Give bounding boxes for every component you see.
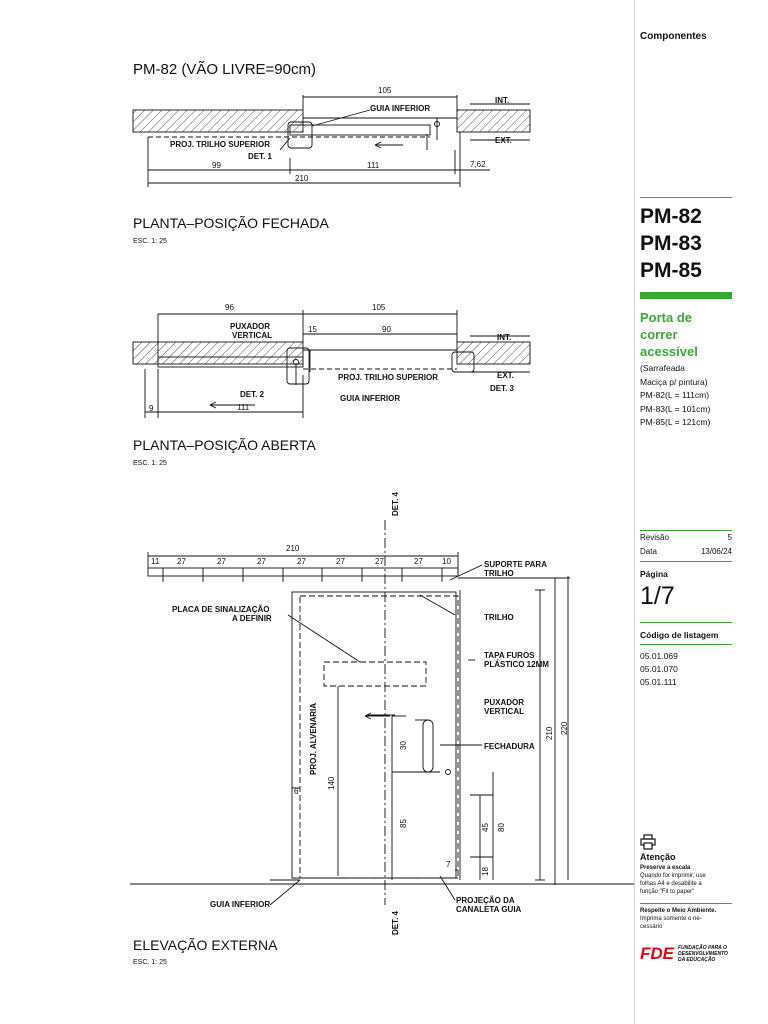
elevation — [130, 520, 634, 905]
elevation-projecao-1: PROJEÇÃO DA — [456, 896, 515, 905]
elevation-dim-top-2: 27 — [217, 557, 226, 566]
elevation-dim-18: 18 — [481, 867, 490, 876]
elevation-dim-top-8: 10 — [442, 557, 451, 566]
plan-open-det3: DET. 3 — [490, 384, 515, 393]
product-codes — [640, 203, 702, 284]
green-rule — [640, 530, 732, 531]
revision-row — [640, 533, 732, 542]
listing-code-label: Código de listagem — [640, 630, 719, 640]
listing-code: 05.01.069 — [640, 651, 678, 661]
green-rule — [640, 622, 732, 623]
elevation-dim-80: 80 — [497, 823, 506, 832]
listing-code: 05.01.111 — [640, 677, 677, 687]
plan-open-title: PLANTA–POSIÇÃO ABERTA — [133, 437, 316, 453]
plan-open-dim-111: 111 — [237, 403, 250, 412]
product-code: PM-83 — [640, 232, 702, 255]
plan-closed-det: DET. 1 — [248, 152, 273, 161]
fde-logo — [640, 942, 732, 964]
elevation-dim-45: 45 — [481, 823, 490, 832]
date-value: 13/06/24 — [700, 547, 732, 556]
plan-open-dim-90: 90 — [382, 325, 391, 334]
detail-line: PM-85(L = 121cm) — [640, 417, 711, 427]
green-bar — [640, 292, 732, 299]
attention-title: Atenção — [640, 852, 676, 862]
environment-note — [640, 907, 735, 931]
elevation-dim-140: 140 — [327, 776, 336, 790]
plan-open-dim-15: 15 — [308, 325, 317, 334]
sidebar-divider — [634, 0, 635, 1024]
plan-closed-int: INT. — [495, 96, 510, 105]
green-rule — [640, 903, 732, 904]
detail-line: PM-83(L = 101cm) — [640, 403, 711, 414]
elevation-proj-alv: PROJ. ALVENARIA — [309, 702, 318, 775]
preserve-line: função "Fit to paper" — [640, 889, 695, 895]
product-code: PM-85 — [640, 259, 702, 282]
elevation-dim-top-4: 27 — [297, 557, 306, 566]
elevation-puxador-2: VERTICAL — [484, 707, 524, 716]
elevation-puxador-1: PUXADOR — [484, 698, 525, 707]
plan-closed-guia: GUIA INFERIOR — [370, 104, 431, 113]
elevation-suporte-1: SUPORTE PARA — [484, 560, 547, 569]
plan-closed-dim-762: 7,62 — [470, 160, 486, 169]
detail-line: PM-82(L = 111cm) — [640, 390, 710, 400]
elevation-det4-bottom: DET. 4 — [391, 910, 400, 935]
revision-label: Revisão — [640, 533, 669, 542]
preserve-title: Preserve a escala — [640, 865, 691, 871]
plan-open-scale: ESC. 1: 25 — [133, 460, 167, 467]
plan-closed-dim-105: 105 — [378, 86, 392, 95]
elevation-dim-220: 220 — [560, 721, 569, 735]
sidebar — [640, 0, 732, 1024]
plan-closed-dim-99: 99 — [212, 161, 221, 170]
logo-text-line: FUNDAÇÃO PARA O — [678, 945, 727, 951]
plan-closed-title: PLANTA–POSIÇÃO FECHADA — [133, 215, 329, 231]
plan-open — [133, 310, 530, 418]
printer-icon — [640, 834, 656, 850]
environment-line: Imprima somente o ne- — [640, 916, 702, 922]
date-label: Data — [640, 547, 657, 556]
plan-closed-dim-111: 111 — [367, 161, 380, 170]
product-code: PM-82 — [640, 205, 702, 228]
category-label: Componentes — [640, 31, 707, 42]
elevation-tapa-2: PLÁSTICO 12MM — [484, 660, 549, 669]
elevation-dim-top-7: 27 — [414, 557, 423, 566]
elevation-dim-top-0: 11 — [151, 557, 160, 566]
environment-line: cessário — [640, 924, 663, 930]
elevation-title: ELEVAÇÃO EXTERNA — [133, 937, 278, 953]
logo-mark: FDE — [640, 944, 674, 963]
plan-open-ext: EXT. — [497, 371, 514, 380]
date-row — [640, 547, 732, 556]
plan-open-int: INT. — [497, 333, 512, 342]
elevation-trilho: TRILHO — [484, 613, 514, 622]
elevation-projecao-2: CANALETA GUIA — [456, 905, 522, 914]
elevation-dim-210: 210 — [286, 544, 300, 553]
description-line: Porta de — [640, 310, 693, 325]
elevation-dim-top-1: 27 — [177, 557, 186, 566]
logo-text-line: DESENVOLVIMENTO — [678, 951, 728, 957]
plan-closed-scale: ESC. 1: 25 — [133, 238, 167, 245]
plan-open-dim-96: 96 — [225, 303, 234, 312]
plan-closed-ext: EXT. — [495, 136, 512, 145]
detail-line: Maciça p/ pintura) — [640, 376, 708, 387]
page-label: Página — [640, 569, 668, 579]
elevation-dim-top-5: 27 — [336, 557, 345, 566]
elevation-suporte-2: TRILHO — [484, 569, 514, 578]
elevation-dim-85: 85 — [399, 819, 408, 828]
green-rule — [640, 561, 732, 562]
plan-open-proj: PROJ. TRILHO SUPERIOR — [338, 373, 439, 382]
elevation-scale: ESC. 1: 25 — [133, 959, 167, 966]
elevation-placa-2: A DEFINIR — [232, 614, 272, 623]
elevation-guia: GUIA INFERIOR — [210, 900, 271, 909]
environment-title: Respeite o Meio Ambiente. — [640, 908, 717, 914]
product-details — [640, 362, 732, 430]
preserve-line: folhas A4 e desabilite a — [640, 881, 702, 887]
elevation-dim-6: 6 — [294, 787, 299, 796]
plan-open-puxador-1: PUXADOR — [230, 322, 271, 331]
preserve-line: Quando for imprimir, use — [640, 873, 706, 879]
plan-open-dim-105: 105 — [372, 303, 386, 312]
elevation-det4-top: DET. 4 — [391, 491, 400, 516]
elevation-dim-7: 7 — [446, 860, 451, 869]
detail-line: (Sarrafeada — [640, 363, 685, 373]
elevation-placa-1: PLACA DE SINALIZAÇÃO — [172, 605, 270, 614]
plan-closed-header: PM-82 (VÃO LIVRE=90cm) — [133, 61, 316, 78]
plan-closed-dim-210: 210 — [295, 174, 309, 183]
elevation-dim-top-6: 27 — [375, 557, 384, 566]
description-line: correr — [640, 327, 678, 342]
plan-open-dim-9: 9 — [149, 404, 154, 413]
plan-open-det2: DET. 2 — [240, 390, 265, 399]
preserve-note — [640, 864, 735, 896]
green-rule — [640, 197, 732, 198]
listing-codes — [640, 650, 678, 689]
elevation-fechadura: FECHADURA — [484, 742, 535, 751]
listing-code: 05.01.070 — [640, 664, 678, 674]
green-rule — [640, 644, 732, 645]
revision-value: 5 — [727, 533, 732, 542]
description-line: acessível — [640, 344, 698, 359]
logo-text-line: DA EDUCAÇÃO — [678, 957, 716, 963]
elevation-dim-top-3: 27 — [257, 557, 266, 566]
elevation-dim-210v: 210 — [545, 726, 554, 740]
plan-open-puxador-2: VERTICAL — [232, 331, 272, 340]
product-description — [640, 309, 732, 360]
plan-closed-proj: PROJ. TRILHO SUPERIOR — [170, 140, 271, 149]
elevation-tapa-1: TAPA FUROS — [484, 651, 535, 660]
elevation-dim-30: 30 — [399, 741, 408, 750]
page-number: 1/7 — [640, 582, 675, 610]
plan-open-guia: GUIA INFERIOR — [340, 394, 401, 403]
